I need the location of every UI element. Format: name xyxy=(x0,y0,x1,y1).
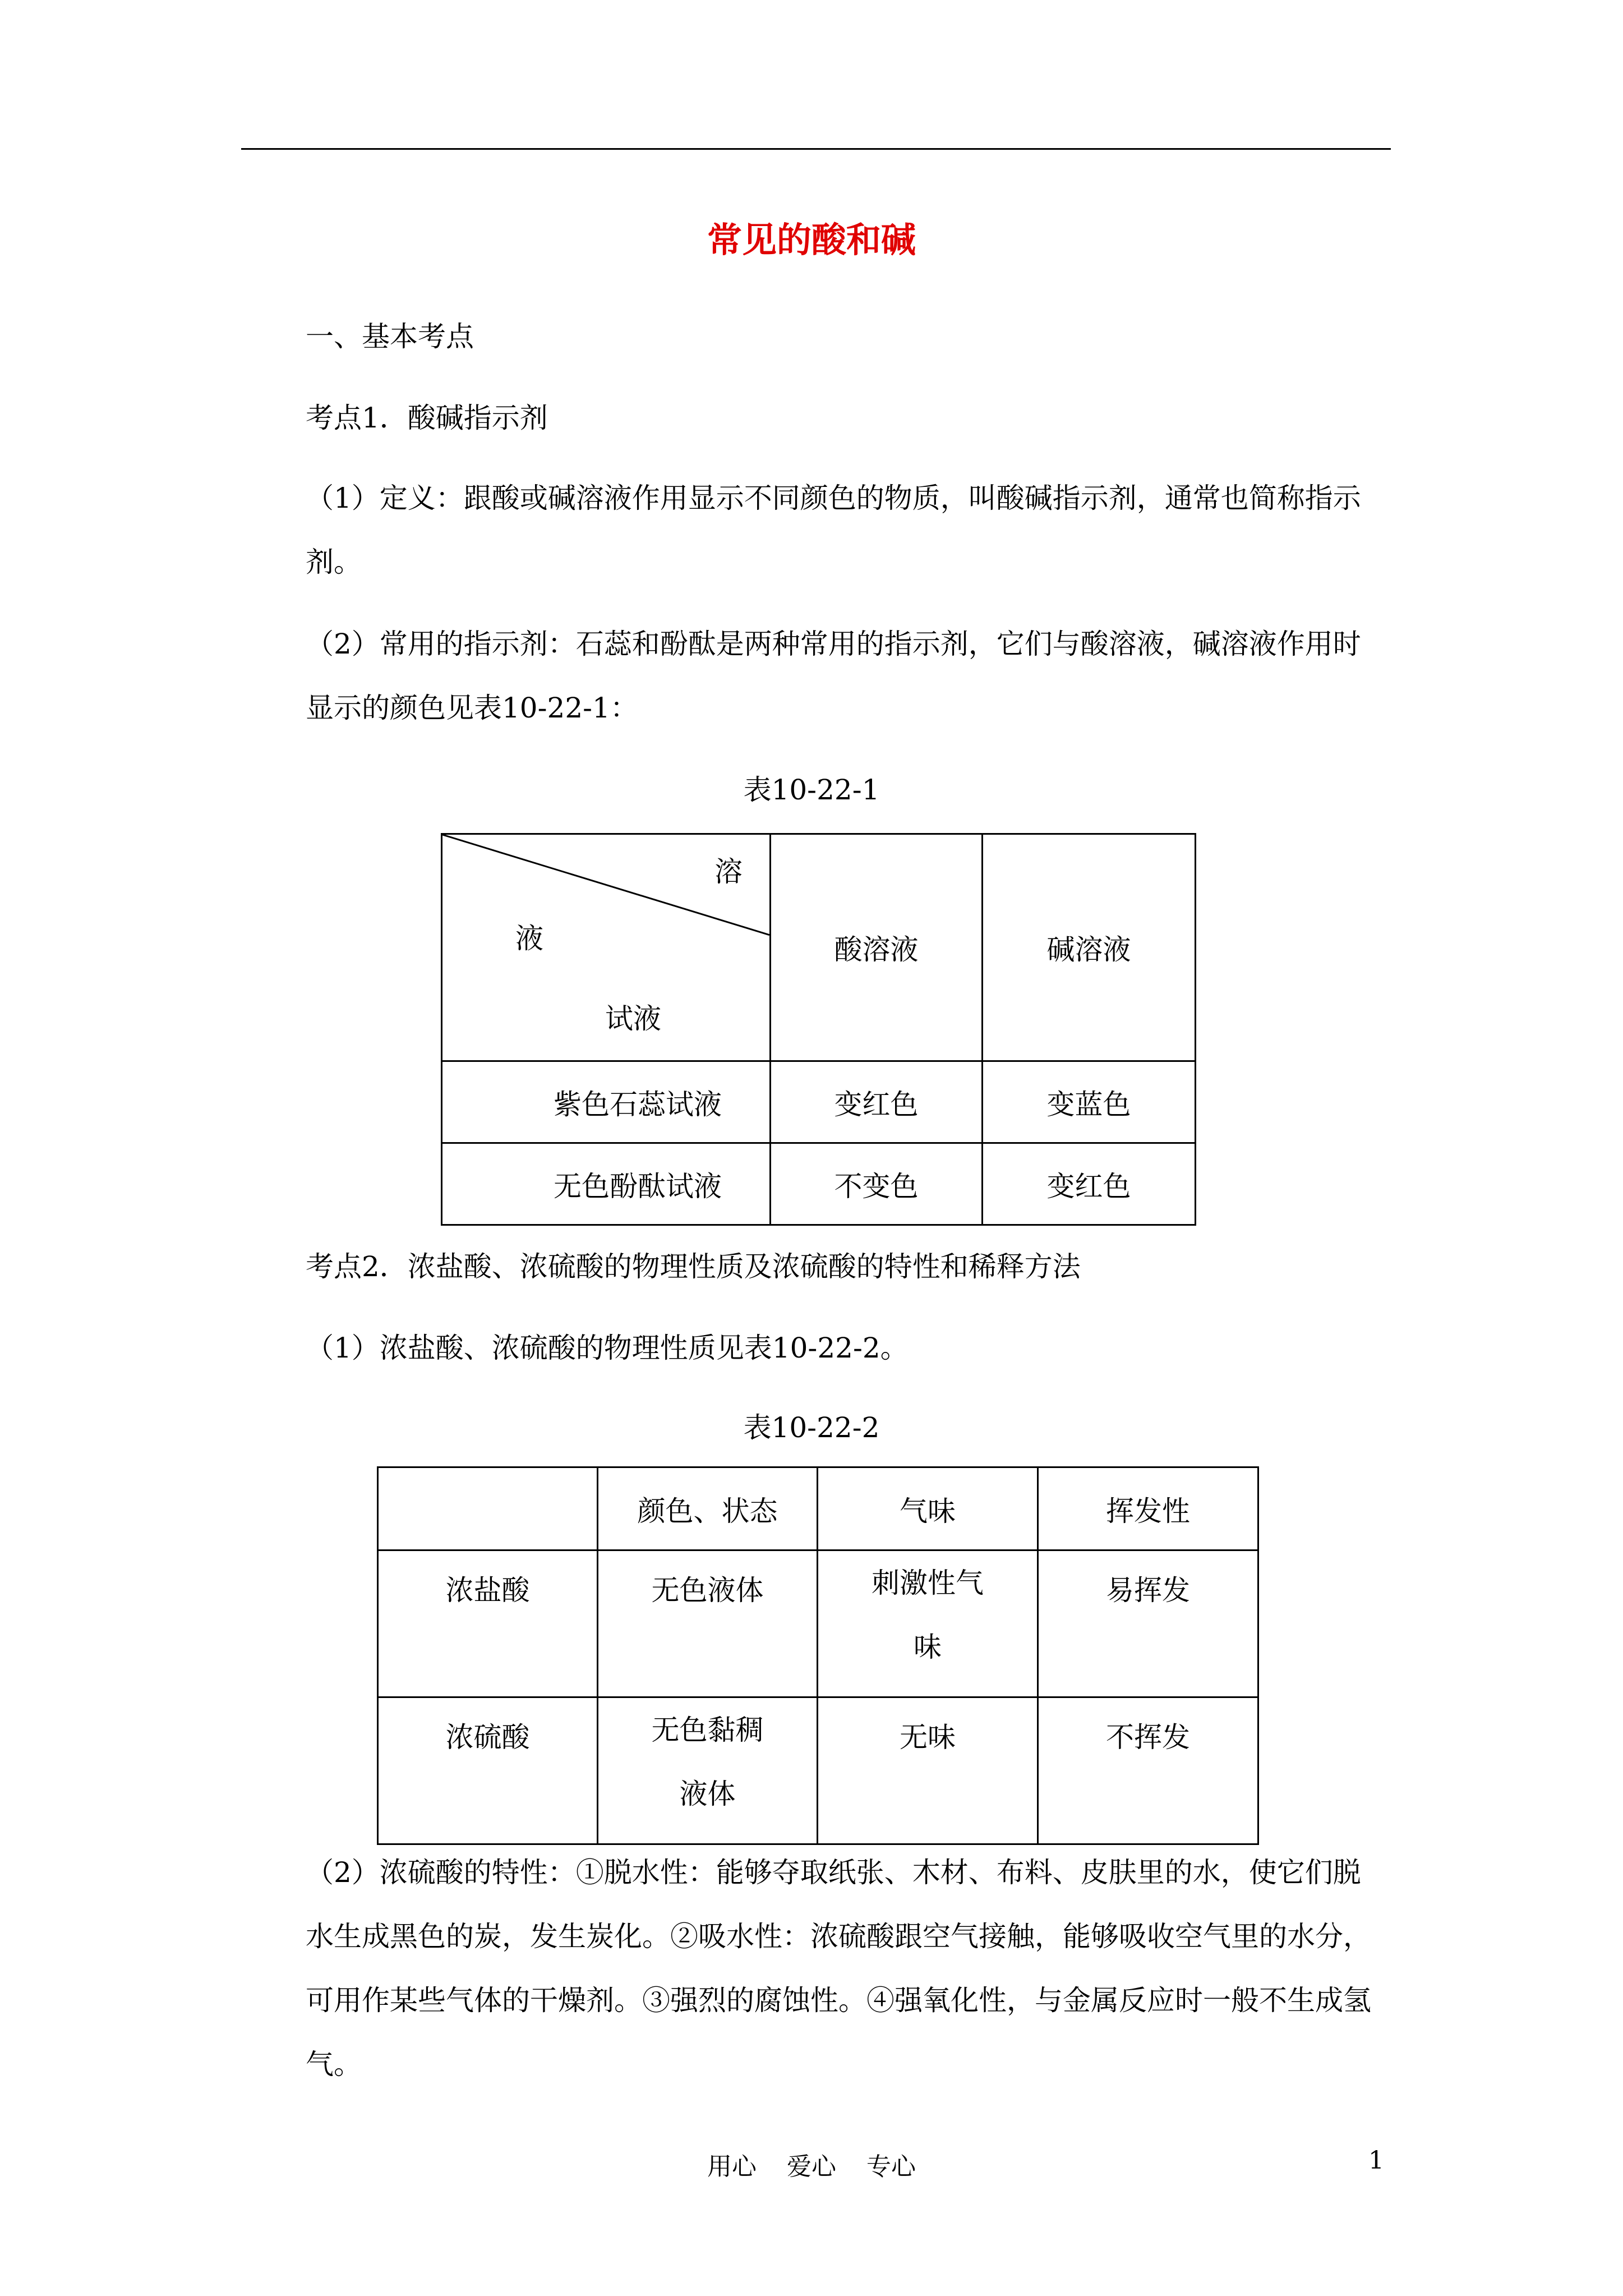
table-header-cell: 酸溶液 xyxy=(771,834,983,1061)
table-cell: 刺激性气 味 xyxy=(818,1550,1038,1697)
table-cell: 无色黏稠 液体 xyxy=(598,1697,818,1844)
table-header-cell: 气味 xyxy=(818,1467,1038,1550)
table-cell: 浓盐酸 xyxy=(378,1550,598,1697)
corner-label-top: 溶 xyxy=(714,855,743,888)
table-row xyxy=(378,1467,1258,1550)
point1-definition-line2: 剂。 xyxy=(306,546,362,578)
section-heading: 一、基本考点 xyxy=(306,320,474,353)
acid-properties-table xyxy=(377,1466,1259,1845)
point2-heading: 考点2．浓盐酸、浓硫酸的物理性质及浓硫酸的特性和稀释方法 xyxy=(306,1250,1081,1283)
table-row xyxy=(442,1143,1196,1225)
footer-slogan: 用心 爱心 专心 xyxy=(707,2152,916,2181)
table1-caption: 表10-22-1 xyxy=(743,774,880,806)
point1-definition-line1: （1）定义：跟酸或碱溶液作用显示不同颜色的物质，叫酸碱指示剂，通常也简称指示 xyxy=(306,482,1361,514)
table-row xyxy=(378,1697,1258,1844)
table-cell: 易挥发 xyxy=(1038,1550,1258,1697)
point2-sub2-line4: 气。 xyxy=(306,2048,362,2081)
table-corner-cell xyxy=(442,834,771,1061)
table-header-cell: 颜色、状态 xyxy=(598,1467,818,1550)
table-cell: 无色液体 xyxy=(598,1550,818,1697)
table-cell: 变蓝色 xyxy=(983,1061,1196,1143)
table-header-cell xyxy=(378,1467,598,1550)
point1-common-line2: 显示的颜色见表10-22-1： xyxy=(306,692,638,724)
indicator-table xyxy=(441,833,1196,1226)
page-number: 1 xyxy=(1368,2146,1384,2175)
point1-common-line1: （2）常用的指示剂：石蕊和酚酞是两种常用的指示剂，它们与酸溶液，碱溶液作用时 xyxy=(306,628,1361,660)
point2-sub2-line1: （2）浓硫酸的特性：①脱水性：能够夺取纸张、木材、布料、皮肤里的水，使它们脱 xyxy=(306,1856,1361,1889)
table-row xyxy=(442,834,1196,1061)
table-header-cell: 挥发性 xyxy=(1038,1467,1258,1550)
table-cell: 不变色 xyxy=(771,1143,983,1225)
table2-caption: 表10-22-2 xyxy=(743,1411,880,1444)
table-row xyxy=(442,1061,1196,1143)
corner-label-bottom: 试液 xyxy=(605,1002,661,1035)
point2-sub2-line3: 可用作某些气体的干燥剂。③强烈的腐蚀性。④强氧化性，与金属反应时一般不生成氢 xyxy=(306,1984,1371,2017)
table-header-cell: 碱溶液 xyxy=(983,834,1196,1061)
point1-heading: 考点1．酸碱指示剂 xyxy=(306,402,548,434)
point2-sub1: （1）浓盐酸、浓硫酸的物理性质见表10-22-2。 xyxy=(306,1332,909,1364)
table-cell: 无味 xyxy=(818,1697,1038,1844)
table-cell: 变红色 xyxy=(771,1061,983,1143)
table-cell: 紫色石蕊试液 xyxy=(442,1061,771,1143)
table-cell: 变红色 xyxy=(983,1143,1196,1225)
corner-label-mid: 液 xyxy=(515,922,543,955)
table-cell: 无色酚酞试液 xyxy=(442,1143,771,1225)
page-title: 常见的酸和碱 xyxy=(707,219,916,260)
table-cell: 浓硫酸 xyxy=(378,1697,598,1844)
table-cell: 不挥发 xyxy=(1038,1697,1258,1844)
point2-sub2-line2: 水生成黑色的炭，发生炭化。②吸水性：浓硫酸跟空气接触，能够吸收空气里的水分， xyxy=(306,1920,1371,1953)
table-row xyxy=(378,1550,1258,1697)
header-rule xyxy=(241,148,1391,150)
